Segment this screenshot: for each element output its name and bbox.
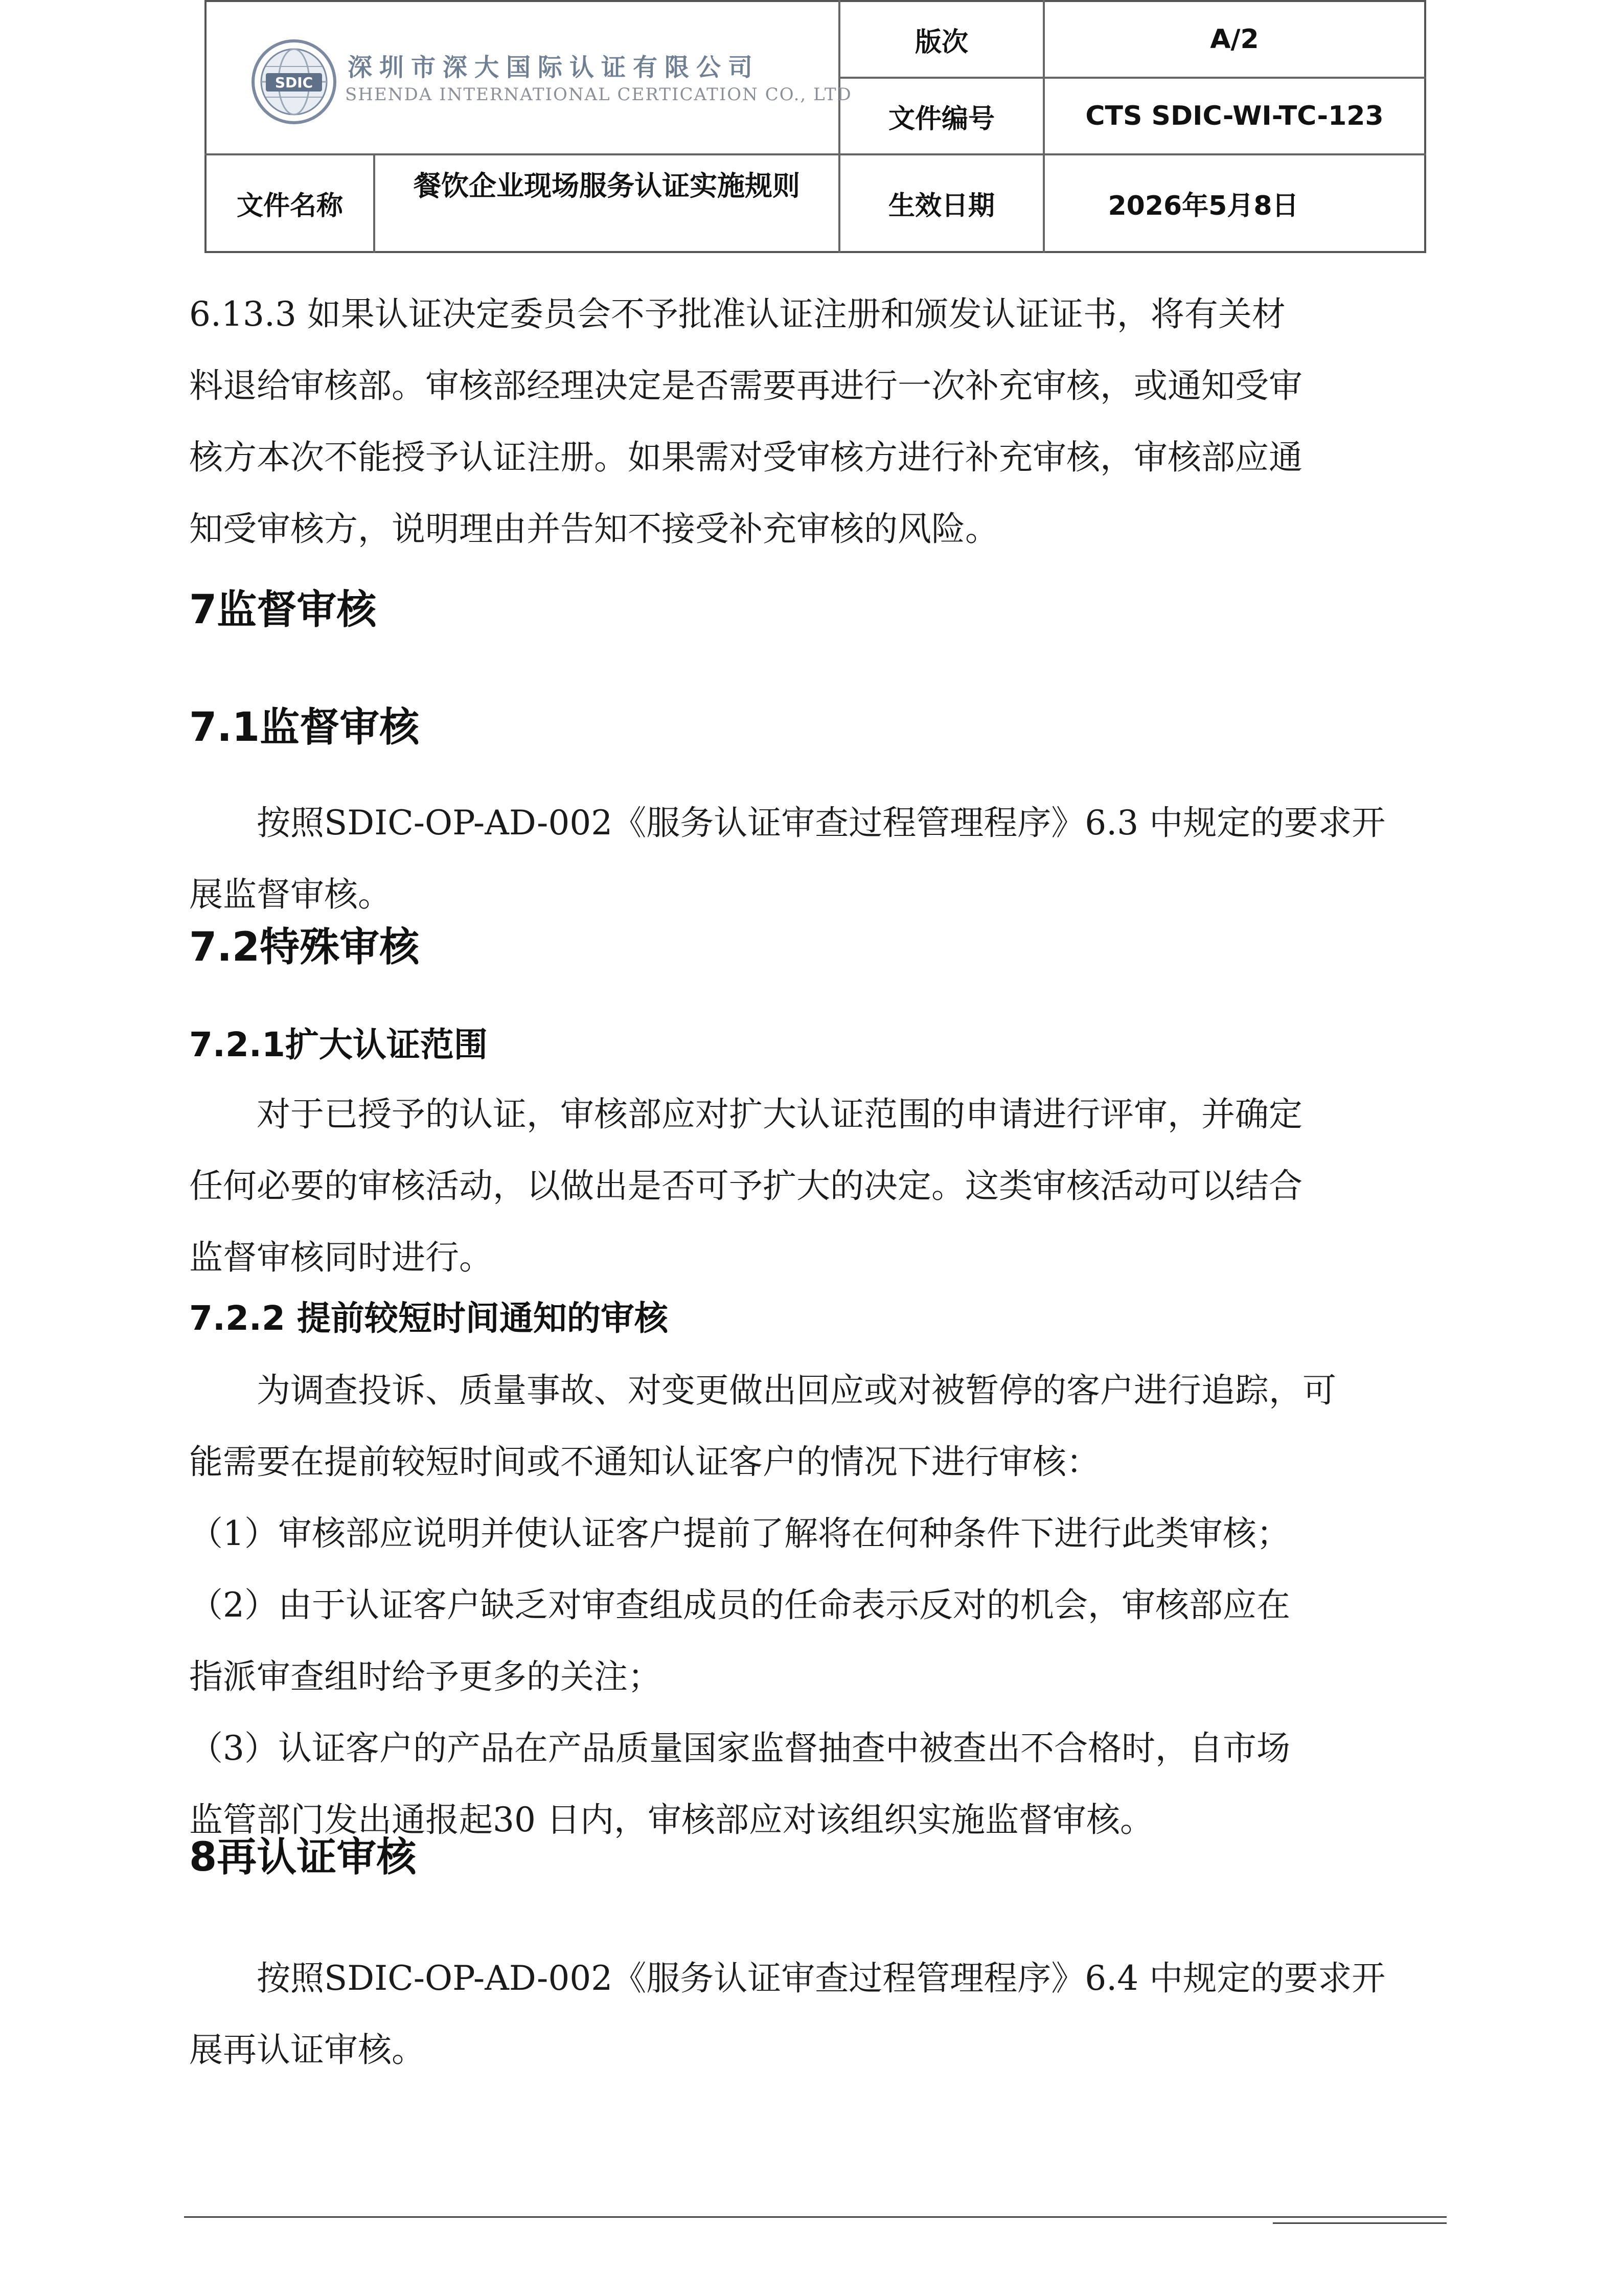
company-name-cn: 深圳市深大国际认证有限公司 bbox=[348, 53, 760, 82]
globe-logo-icon bbox=[250, 38, 337, 125]
paragraph-6-13-3: 6.13.3 如果认证决定委员会不予批准认证注册和颁发认证证书，将有关材 料退给审核部。审核部经理决定是否需要再进行一次补充审核，或通知受审 核方本次不能授予认证注册。如果需对受审核方进行补充审核，审核部应通 知受审核方，说明理由并告知不接受补充审核的风险。 bbox=[189, 294, 1302, 549]
docno-label: 文件编号 bbox=[888, 103, 995, 134]
version-label: 版次 bbox=[915, 27, 968, 58]
paragraph-8: 按照SDIC-OP-AD-002《服务认证审查过程管理程序》6.4 中规定的要求开 展再认证审核。 bbox=[189, 1959, 1386, 2070]
heading-7-2-2: 7.2.2 提前较短时间通知的审核 bbox=[189, 1299, 668, 1338]
heading-7-2-1: 7.2.1扩大认证范围 bbox=[189, 1025, 488, 1064]
heading-7-2: 7.2特殊审核 bbox=[189, 924, 420, 970]
paragraph-7-1: 按照SDIC-OP-AD-002《服务认证审查过程管理程序》6.3 中规定的要求开 展监督审核。 bbox=[189, 803, 1386, 914]
docno-value: CTS SDIC-WI-TC-123 bbox=[1085, 101, 1384, 131]
version-value: A/2 bbox=[1210, 24, 1259, 55]
heading-8: 8再认证审核 bbox=[189, 1834, 417, 1880]
paragraph-7-2-1: 对于已授予的认证，审核部应对扩大认证范围的申请进行评审，并确定 任何必要的审核活动，以做出是否可予扩大的决定。这类审核活动可以结合 监督审核同时进行。 bbox=[189, 1095, 1302, 1277]
docname-label: 文件名称 bbox=[236, 191, 343, 221]
effective-label: 生效日期 bbox=[888, 191, 995, 221]
paragraph-7-2-2: 为调查投诉、质量事故、对变更做出回应或对被暂停的客户进行追踪，可 能需要在提前较短时间或不通知认证客户的情况下进行审核： （1）审核部应说明并使认证客户提前了解将在何种条件下进行此类审核； （2）由于认证客户缺乏对审查组成员的任命表示反对的机会，审核部应在 指派审查组时给予更多的关注； （3）认证客户的产品在产品质量国家监督抽查中被查出不合格时，自市场 监管部门发出通报起30 日内，审核部应对该组织实施监督审核。 bbox=[189, 1371, 1336, 1839]
footer-rule bbox=[184, 2216, 1447, 2218]
docname-value: 餐饮企业现场服务认证实施规则 bbox=[414, 169, 800, 202]
heading-7-1: 7.1监督审核 bbox=[189, 704, 420, 751]
effective-value: 2026年5月8日 bbox=[1108, 191, 1299, 221]
svg-text:SDIC: SDIC bbox=[275, 74, 313, 91]
company-logo bbox=[250, 28, 852, 130]
footer-rule-short bbox=[1273, 2222, 1447, 2224]
company-name-en: SHENDA INTERNATIONAL CERTICATION CO., LTD bbox=[345, 84, 852, 105]
heading-7: 7监督审核 bbox=[189, 587, 377, 633]
